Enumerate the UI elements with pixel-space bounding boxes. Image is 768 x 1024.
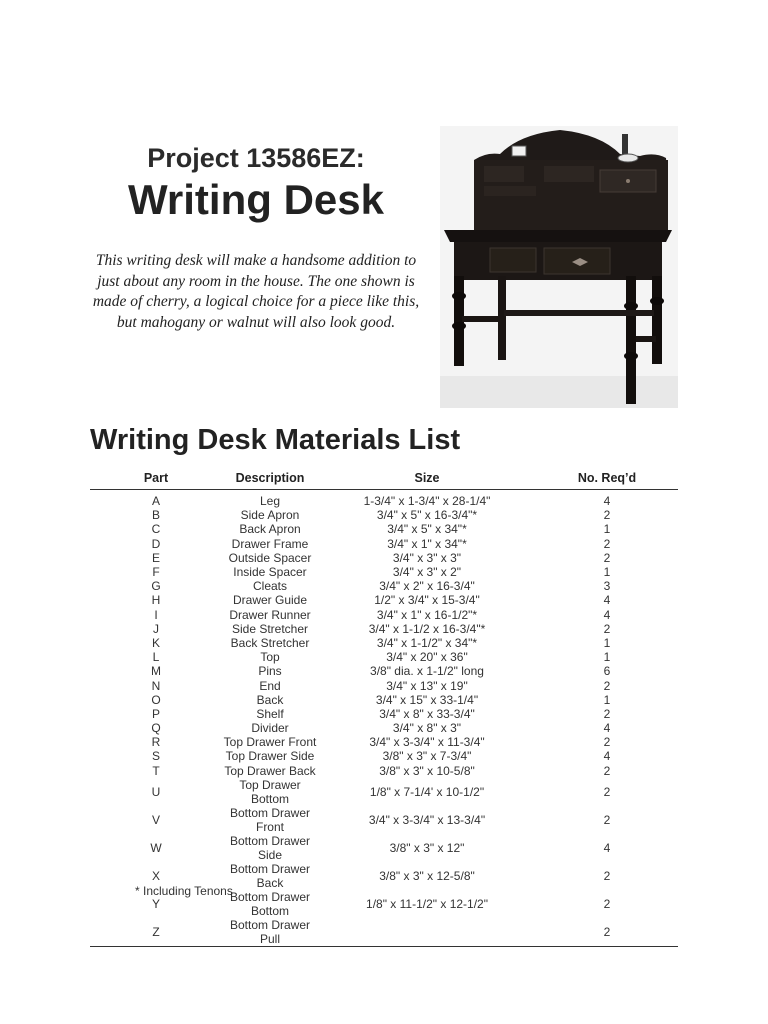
part-cell: F <box>152 565 160 580</box>
quantity-cell: 2 <box>603 868 611 883</box>
part-cell: S <box>151 749 160 764</box>
description-cell: Side Stretcher <box>231 621 309 636</box>
description-cell: Top Drawer Side <box>225 749 315 764</box>
quantity-cell: 1 <box>603 522 611 537</box>
part-cell: N <box>151 678 161 693</box>
description-cell: Side Apron <box>240 508 300 523</box>
quantity-cell: 2 <box>603 763 611 778</box>
part-cell: B <box>151 508 160 523</box>
part-cell: X <box>151 868 160 883</box>
description-cell: Shelf <box>256 706 284 721</box>
quantity-cell: 4 <box>603 607 611 622</box>
description-cell: Drawer Frame <box>231 536 309 551</box>
table-row <box>90 636 678 650</box>
table-row <box>90 918 678 947</box>
quantity-cell: 2 <box>603 678 611 693</box>
quantity-cell: 1 <box>603 692 611 707</box>
table-row <box>90 749 678 763</box>
column-header-size: Size <box>318 467 536 490</box>
size-cell: 1/8" x 7-1/4' x 10-1/2" <box>369 784 485 799</box>
description-cell: Cleats <box>252 579 287 594</box>
part-cell: V <box>151 812 160 827</box>
size-cell: 3/4" x 1-1/2 x 16-3/4"* <box>368 621 486 636</box>
table-row <box>90 490 678 509</box>
size-cell: 3/4" x 3-3/4" x 11-3/4" <box>369 735 485 750</box>
description-cell: Divider <box>251 721 289 736</box>
materials-table <box>90 467 678 947</box>
part-cell: O <box>151 692 161 707</box>
size-cell: 3/8" x 3" x 12-5/8" <box>379 868 475 883</box>
part-cell: Q <box>151 721 161 736</box>
size-cell: 3/4" x 8" x 3" <box>392 721 462 736</box>
quantity-cell: 2 <box>603 812 611 827</box>
description-cell: Back Apron <box>239 522 301 537</box>
size-cell: 3/4" x 2" x 16-3/4" <box>379 579 475 594</box>
table-row <box>90 664 678 678</box>
part-cell: D <box>151 536 161 551</box>
table-row <box>90 565 678 579</box>
part-cell: L <box>152 650 160 665</box>
column-header-part: Part <box>90 467 222 490</box>
size-cell: 3/4" x 1" x 16-1/2"* <box>376 607 478 622</box>
quantity-cell: 4 <box>603 721 611 736</box>
part-cell: E <box>151 550 160 565</box>
description-cell: Bottom Drawer Pull <box>222 918 318 947</box>
intro-paragraph: This writing desk will make a handsome addition to just about any room in the house. The one shown is made of cherry, a logical choice for a piece like this, but mahogany or walnut will also look good. <box>92 252 420 331</box>
size-cell: 3/8" x 3" x 7-3/4" <box>382 749 472 764</box>
size-cell: 3/4" x 15" x 33-1/4" <box>375 692 479 707</box>
page-title: Writing Desk <box>128 176 384 223</box>
description-cell: Drawer Runner <box>229 607 311 622</box>
table-header-row <box>90 467 678 490</box>
part-cell: M <box>151 664 161 679</box>
description-cell: Bottom Drawer Back <box>229 861 311 890</box>
table-row <box>90 593 678 607</box>
writing-desk-photo <box>440 126 678 408</box>
quantity-cell: 3 <box>603 579 611 594</box>
quantity-cell: 4 <box>603 840 611 855</box>
table-row <box>90 678 678 692</box>
materials-list-title: Writing Desk Materials List <box>90 424 461 456</box>
table-row <box>90 622 678 636</box>
table-row <box>90 735 678 749</box>
quantity-cell: 2 <box>603 621 611 636</box>
size-cell <box>318 918 536 947</box>
part-cell: P <box>151 706 160 721</box>
part-cell: A <box>151 494 160 509</box>
part-cell: U <box>151 784 161 799</box>
size-cell: 3/4" x 20" x 36" <box>386 650 468 665</box>
part-cell: H <box>151 593 161 608</box>
column-header-description: Description <box>222 467 318 490</box>
description-cell: Inside Spacer <box>233 565 307 580</box>
quantity-cell: 2 <box>603 896 611 911</box>
size-cell: 3/4" x 13" x 19" <box>386 678 468 693</box>
description-cell: Bottom Drawer Bottom <box>229 889 311 918</box>
size-cell: 3/4" x 1-1/2" x 34"* <box>376 635 478 650</box>
description-cell: Outside Spacer <box>228 550 312 565</box>
description-cell: Top Drawer Back <box>224 763 316 778</box>
description-cell: Bottom Drawer Front <box>229 805 311 834</box>
size-cell: 3/4" x 5" x 34"* <box>387 522 467 537</box>
description-cell: Leg <box>259 494 281 509</box>
quantity-cell: 2 <box>603 706 611 721</box>
materials-table-wrap <box>90 467 678 947</box>
table-row <box>90 650 678 664</box>
part-cell: G <box>151 579 161 594</box>
table-row <box>90 579 678 593</box>
part-cell: W <box>150 840 162 855</box>
description-cell: Pins <box>258 664 282 679</box>
quantity-cell: 4 <box>603 494 611 509</box>
table-row <box>90 551 678 565</box>
part-cell: K <box>151 635 160 650</box>
size-cell: 3/8" x 3" x 10-5/8" <box>379 763 475 778</box>
quantity-cell: 4 <box>603 749 611 764</box>
size-cell: 3/4" x 3" x 2" <box>392 565 462 580</box>
table-row <box>90 707 678 721</box>
part-cell: T <box>152 763 160 778</box>
quantity-cell: 1 <box>603 565 611 580</box>
table-row <box>90 608 678 622</box>
description-cell: Top Drawer Front <box>223 735 317 750</box>
size-cell: 3/4" x 3" x 3" <box>392 550 462 565</box>
size-cell: 3/4" x 5" x 16-3/4"* <box>376 508 478 523</box>
table-row <box>90 778 678 806</box>
size-cell: 3/4" x 3-3/4" x 13-3/4" <box>368 812 486 827</box>
table-row <box>90 537 678 551</box>
part-cell: C <box>151 522 161 537</box>
table-row <box>90 508 678 522</box>
size-cell: 3/8" dia. x 1-1/2" long <box>370 664 484 679</box>
part-cell: J <box>153 621 159 636</box>
part-cell: R <box>151 735 161 750</box>
quantity-cell: 6 <box>603 664 611 679</box>
table-row <box>90 522 678 536</box>
project-number: Project 13586EZ: <box>147 143 365 173</box>
table-row <box>90 806 678 834</box>
part-cell: Z <box>90 918 222 947</box>
table-row <box>90 764 678 778</box>
quantity-cell: 2 <box>603 735 611 750</box>
description-cell: Top <box>260 650 280 665</box>
size-cell: 1/2" x 3/4" x 15-3/4" <box>374 593 480 608</box>
description-cell: Bottom Drawer Side <box>229 833 311 862</box>
table-row <box>90 834 678 862</box>
description-cell: Back <box>256 692 284 707</box>
part-cell: I <box>154 607 158 622</box>
size-cell: 3/4" x 1" x 34"* <box>387 536 467 551</box>
size-cell: 3/4" x 8" x 33-3/4" <box>379 706 475 721</box>
description-cell: End <box>259 678 281 693</box>
description-cell: Back Stretcher <box>230 635 310 650</box>
table-row <box>90 693 678 707</box>
description-cell: Top Drawer Bottom <box>239 777 301 806</box>
quantity-cell: 4 <box>603 593 611 608</box>
footnote: * Including Tenons <box>135 884 233 898</box>
quantity-cell: 2 <box>603 550 611 565</box>
size-cell: 1-3/4" x 1-3/4" x 28-1/4" <box>363 494 491 509</box>
size-cell: 3/8" x 3" x 12" <box>389 840 465 855</box>
quantity-cell: 2 <box>603 784 611 799</box>
quantity-cell: 1 <box>603 650 611 665</box>
materials-table-body <box>90 490 678 947</box>
description-cell: Drawer Guide <box>232 593 308 608</box>
quantity-cell: 1 <box>603 635 611 650</box>
part-cell: Y <box>151 896 160 911</box>
column-header-quantity: No. Req’d <box>536 467 678 490</box>
quantity-cell: 2 <box>603 536 611 551</box>
size-cell: 1/8" x 11-1/2" x 12-1/2" <box>366 896 488 911</box>
quantity-cell: 2 <box>536 918 678 947</box>
table-row <box>90 721 678 735</box>
quantity-cell: 2 <box>603 508 611 523</box>
